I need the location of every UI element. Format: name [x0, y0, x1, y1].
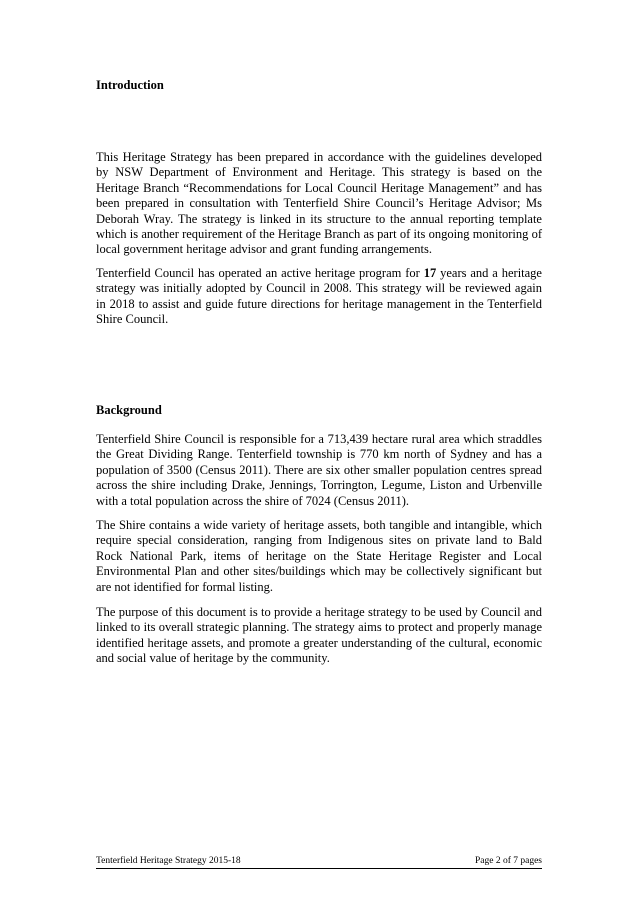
page-footer — [96, 855, 542, 869]
footer-page-number: Page 2 of 7 pages — [474, 856, 542, 866]
program-text-end: years and a heritage strategy was initially adopted by Council in 2008. This strategy will be reviewed again in 2018 to assist and guide future directions for heritage management in the Tenterfield Shire Council. — [96, 266, 542, 327]
background-paragraph-2: The Shire contains a wide variety of heritage assets, both tangible and intangible, which require special consideration, ranging from Indigenous sites on private land to Bald Rock National Park, items of heritage on the State Heritage Register and Local Environmental Plan and other sites/buildings which may be collectively significant but are not identified for formal listing. — [96, 518, 542, 594]
program-years-bold: 17 — [423, 266, 437, 280]
background-paragraph-1: Tenterfield Shire Council is responsible for a 713,439 hectare rural area which straddles the Great Dividing Range. Tenterfield township is 770 km north of Sydney and has a population of 3500 (Census 2011). There are six other smaller population centres spread across the shire including Drake, Jennings, Torrington, Legume, Liston and Urbenville with a total population across the shire of 7024 (Census 2011). — [96, 432, 542, 508]
program-text-start: Tenterfield Council has operated an active heritage program for — [96, 266, 424, 280]
footer-document-title: Tenterfield Heritage Strategy 2015-18 — [96, 856, 241, 866]
background-heading: Background — [96, 403, 162, 417]
background-paragraph-3: The purpose of this document is to provide a heritage strategy to be used by Council and linked to its overall strategic planning. The strategy aims to protect and properly manage identified heritage assets, and promote a greater understanding of the cultural, economic and social value of heritage by the community. — [96, 605, 542, 666]
introduction-heading: Introduction — [96, 78, 164, 92]
introduction-paragraph-2 — [96, 266, 542, 328]
introduction-paragraph-1: This Heritage Strategy has been prepared in accordance with the guidelines developed by NSW Department of Environment and Heritage. This strategy is based on the Heritage Branch “Recommendations for Local Council Heritage Management” and has been prepared in consultation with Tenterfield Shire Council’s Heritage Advisor; Ms Deborah Wray. The strategy is linked in its structure to the annual reporting template which is another requirement of the Heritage Branch as part of its ongoing monitoring of local government heritage advisor and grant funding arrangements. — [96, 150, 542, 257]
